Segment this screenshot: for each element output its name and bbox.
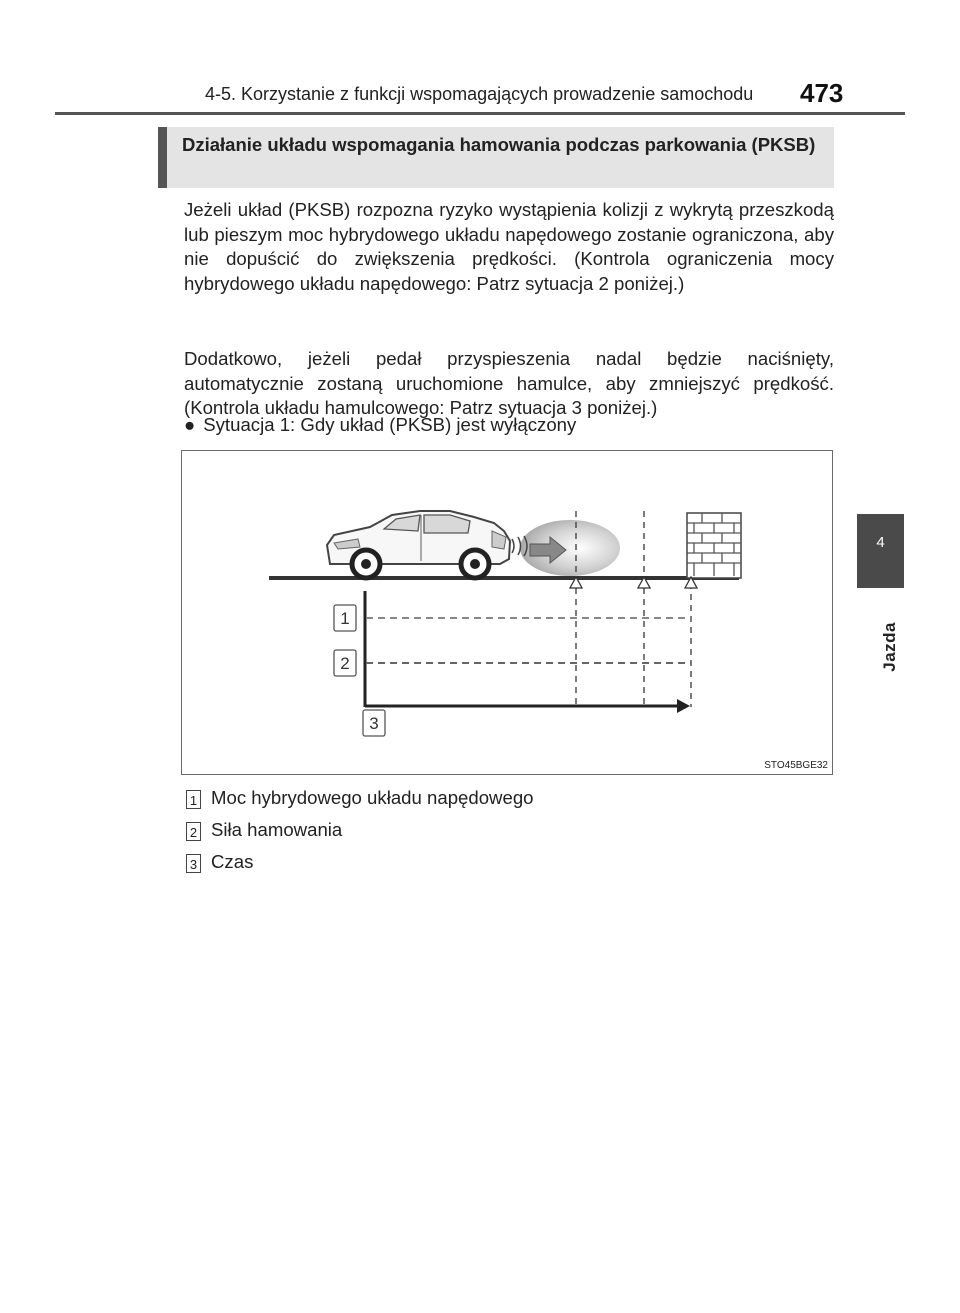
figure-code: STO45BGE32 xyxy=(764,760,828,771)
body-paragraph-2: Dodatkowo, jeżeli pedał przyspieszenia nadal będzie naciśnięty, automatycznie zostaną uruchomione hamulce, aby zmniejszyć prędkość. (Kontrola układu hamulcowego: Patrz sytuacja 3 poniżej.) xyxy=(184,348,834,419)
section-heading-box xyxy=(158,127,834,188)
legend-number: 1 xyxy=(186,790,201,809)
wall-icon xyxy=(687,513,741,578)
header-divider xyxy=(55,112,905,115)
bullet-icon: ● xyxy=(184,414,196,435)
callout-2-label: 2 xyxy=(340,654,350,673)
legend-number: 3 xyxy=(186,854,201,873)
chapter-tab xyxy=(857,514,904,588)
legend-text: Czas xyxy=(211,851,254,872)
chapter-tab-label: Jazda xyxy=(880,622,899,672)
situation-bullet xyxy=(184,413,834,437)
chapter-heading: 4-5. Korzystanie z funkcji wspomagających prowadzenie samochodu xyxy=(205,84,754,104)
legend-item xyxy=(186,787,534,809)
page-number: 473 xyxy=(800,78,844,108)
legend-item xyxy=(186,819,342,841)
car-icon xyxy=(327,511,527,578)
callout-1-label: 1 xyxy=(340,609,350,628)
callout-3-label: 3 xyxy=(369,714,379,733)
situation-bullet-text: Sytuacja 1: Gdy układ (PKSB) jest wyłączony xyxy=(203,414,577,435)
diagram-graphic xyxy=(182,451,834,776)
section-title: Działanie układu wspomagania hamowania podczas parkowania (PKSB) xyxy=(182,134,816,155)
legend-number: 2 xyxy=(186,822,201,841)
legend-text: Siła hamowania xyxy=(211,819,343,840)
ground-line xyxy=(269,576,739,580)
legend-item xyxy=(186,851,253,873)
chapter-tab-number: 4 xyxy=(876,534,885,551)
legend-text: Moc hybrydowego układu napędowego xyxy=(211,787,534,808)
body-paragraph-1: Jeżeli układ (PKSB) rozpozna ryzyko wystąpienia kolizji z wykrytą przeszkodą lub pieszym moc hybrydowego układu napędowego zostanie ograniczona, aby nie dopuścić do zwiększenia prędkości. (Kontrola ograniczenia mocy hybrydowego układu napędowego: Patrz sytuacja 2 poniżej.) xyxy=(184,199,834,294)
timing-graph xyxy=(365,591,691,713)
situation-diagram xyxy=(181,450,833,775)
